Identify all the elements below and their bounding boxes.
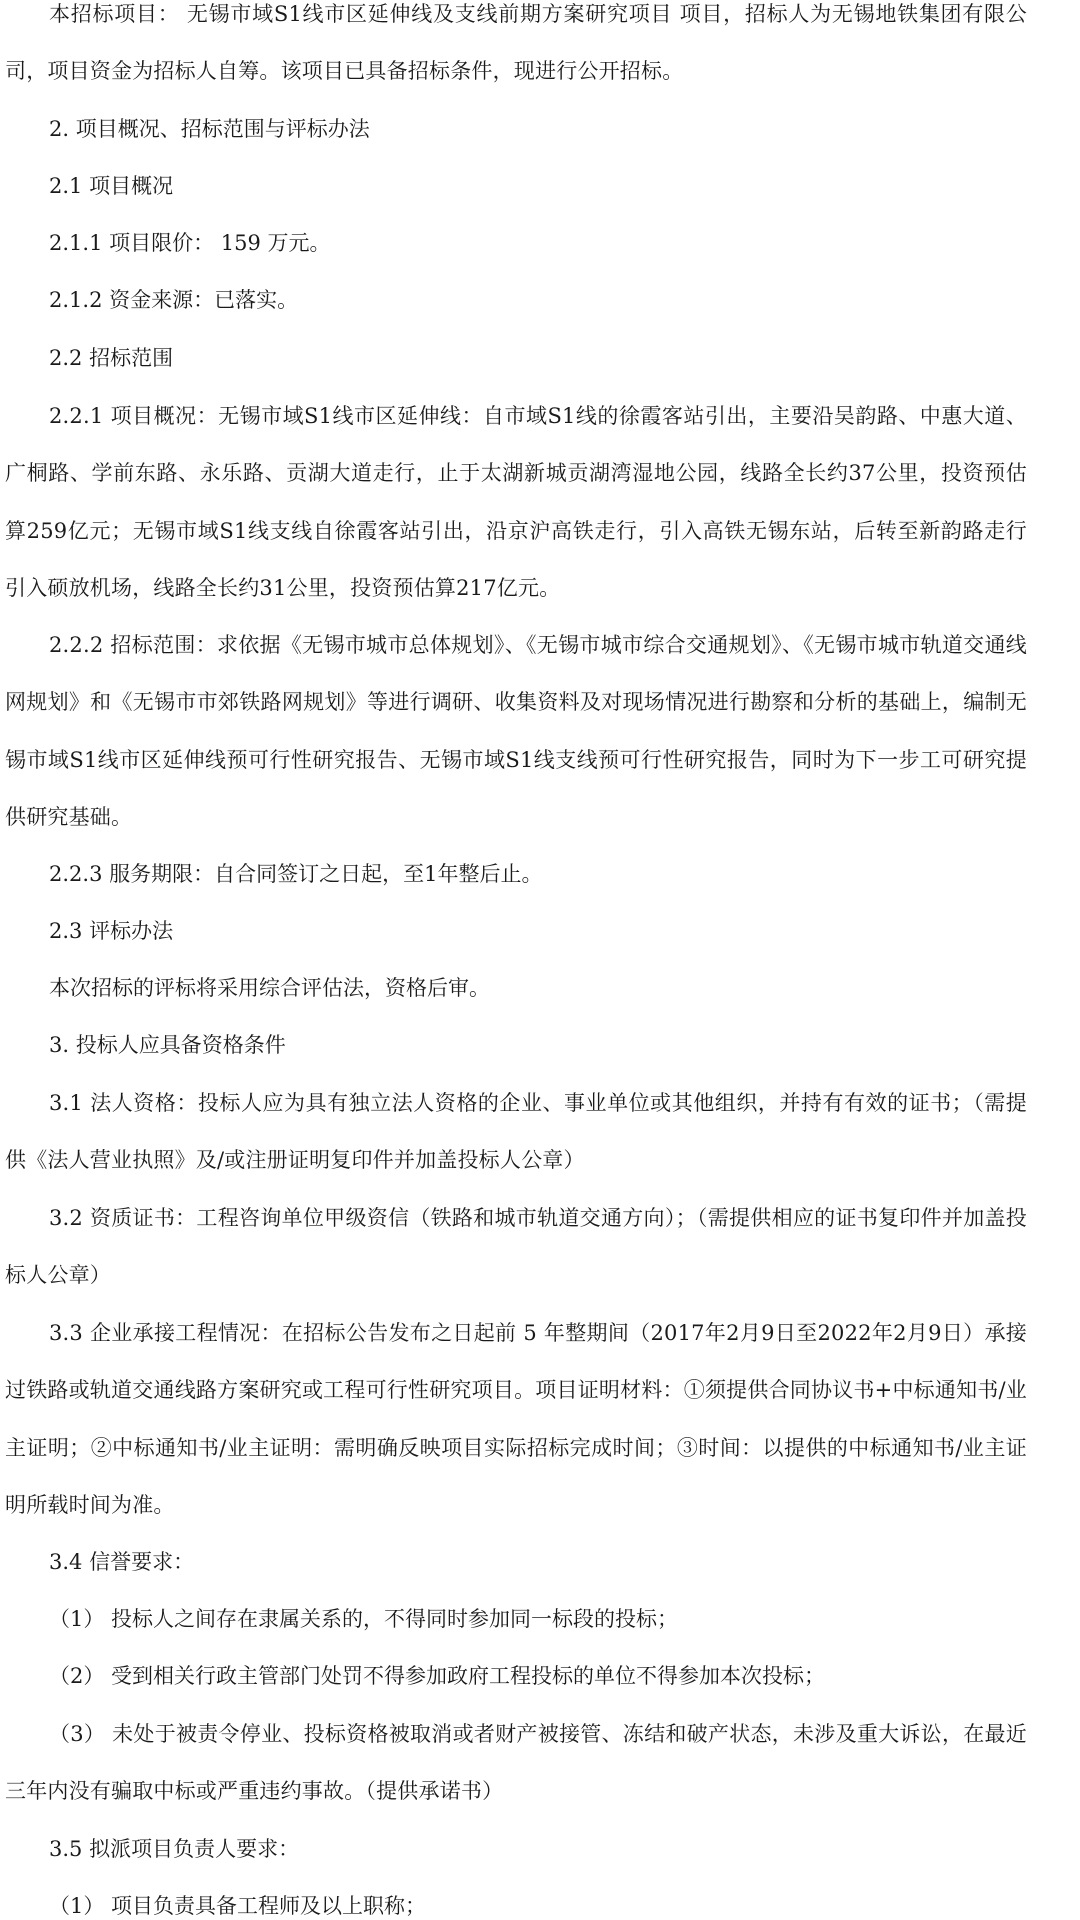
paragraph-3-1-legal-status: 3.1 法人资格：投标人应为具有独立法人资格的企业、事业单位或其他组织，并持有有效的证书；（需提供《法人营业执照》及/或注册证明复印件并加盖投标人公章） [5, 1091, 1027, 1173]
section-3-4-heading: 3.4 信誉要求： [49, 1550, 195, 1574]
section-2-1-heading: 2.1 项目概况 [49, 174, 174, 198]
paragraph-2-3-evaluation: 本次招标的评标将采用综合评估法，资格后审。 [49, 976, 490, 1000]
section-2-2-heading: 2.2 招标范围 [49, 346, 174, 370]
item-3-4-2: （2） 受到相关行政主管部门处罚不得参加政府工程投标的单位不得参加本次投标； [49, 1664, 826, 1688]
section-2-heading: 2. 项目概况、招标范围与评标办法 [49, 117, 370, 141]
intro-paragraph: 本招标项目： 无锡市域S1线市区延伸线及支线前期方案研究项目 项目，招标人为无锡地铁集团有限公司，项目资金为招标人自筹。该项目已具备招标条件，现进行公开招标。 [5, 2, 1027, 84]
item-3-4-1: （1） 投标人之间存在隶属关系的，不得同时参加同一标段的投标； [49, 1607, 679, 1631]
paragraph-3-4-3: （3） 未处于被责令停业、投标资格被取消或者财产被接管、冻结和破产状态，未涉及重大诉讼，在最近三年内没有骗取中标或严重违约事故。（提供承诺书） [5, 1722, 1027, 1804]
section-2-3-heading: 2.3 评标办法 [49, 919, 174, 943]
item-2-2-3-service-period: 2.2.3 服务期限：自合同签订之日起，至1年整后止。 [49, 862, 543, 886]
paragraph-3-2-qualification: 3.2 资质证书：工程咨询单位甲级资信（铁路和城市轨道交通方向）；（需提供相应的证书复印件并加盖投标人公章） [5, 1206, 1027, 1288]
item-2-1-2-fund-source: 2.1.2 资金来源：已落实。 [49, 288, 299, 312]
paragraph-3-3-experience: 3.3 企业承接工程情况：在招标公告发布之日起前 5 年整期间（2017年2月9日至2022年2月9日）承接过铁路或轨道交通线路方案研究或工程可行性研究项目。项目证明材料：①须提供合同协议书+中标通知书/业主证明；②中标通知书/业主证明：需明确反映项目实际招标完成时间；③时间：以提供的中标通知书/业主证明所载时间为准。 [5, 1321, 1027, 1518]
paragraph-2-2-1-overview: 2.2.1 项目概况：无锡市域S1线市区延伸线：自市域S1线的徐霞客站引出，主要沿吴韵路、中惠大道、广桐路、学前东路、永乐路、贡湖大道走行，止于太湖新城贡湖湾湿地公园，线路全长约37公里，投资预估算259亿元；无锡市域S1线支线自徐霞客站引出，沿京沪高铁走行，引入高铁无锡东站，后转至新韵路走行引入硕放机场，线路全长约31公里，投资预估算217亿元。 [5, 404, 1027, 601]
paragraph-2-2-2-scope: 2.2.2 招标范围：求依据《无锡市城市总体规划》、《无锡市城市综合交通规划》、《无锡市城市轨道交通线网规划》和《无锡市市郊铁路网规划》等进行调研、收集资料及对现场情况进行勘察和分析的基础上，编制无锡市域S1线市区延伸线预可行性研究报告、无锡市域S1线支线预可行性研究报告，同时为下一步工可研究提供研究基础。 [5, 633, 1027, 830]
item-3-5-1: （1） 项目负责具备工程师及以上职称； [49, 1894, 427, 1918]
item-2-1-1-price-limit: 2.1.1 项目限价： 159 万元。 [49, 231, 331, 255]
section-3-heading: 3. 投标人应具备资格条件 [49, 1033, 286, 1057]
section-3-5-heading: 3.5 拟派项目负责人要求： [49, 1837, 300, 1861]
